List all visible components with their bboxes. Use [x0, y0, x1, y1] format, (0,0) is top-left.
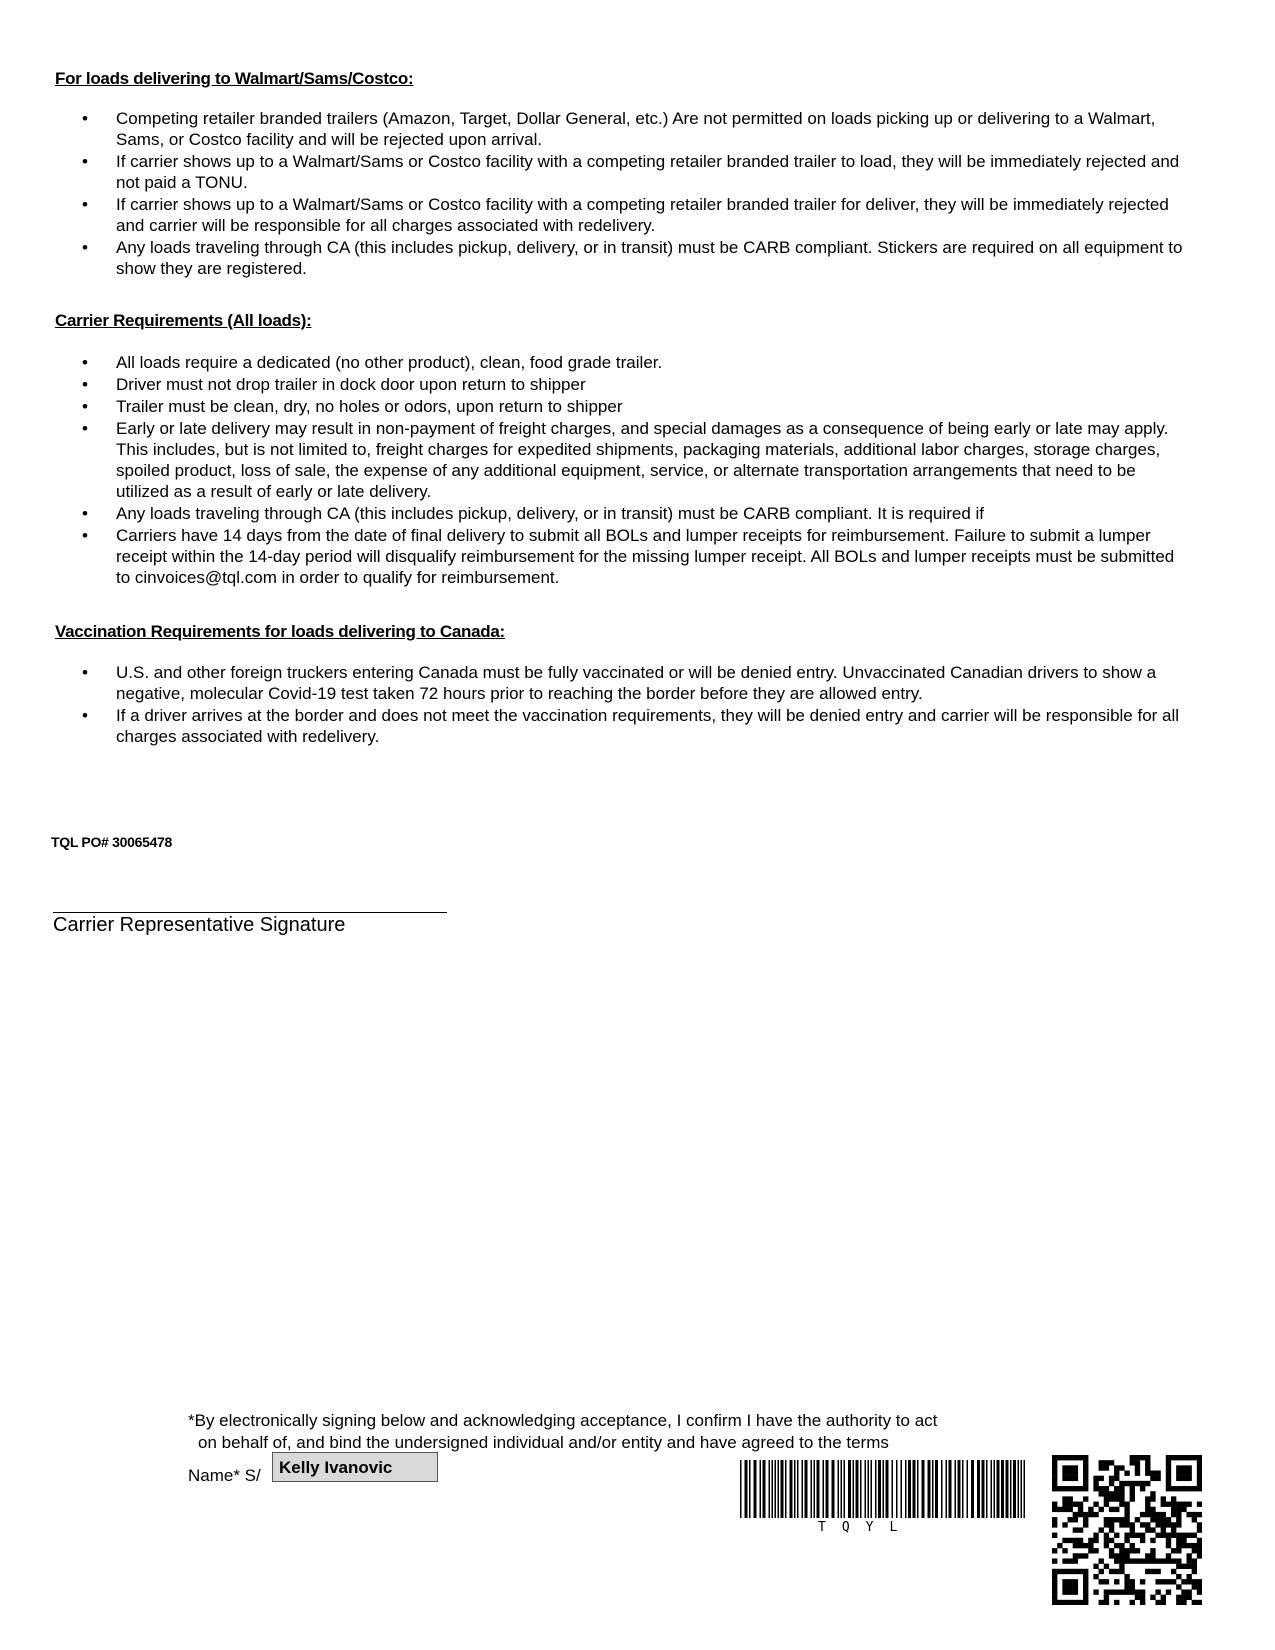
list-item: • U.S. and other foreign truckers entering Canada must be fully vaccinated or will be denied entry. Unvaccinated Canadian drivers to show a negative, molecular Covid-19 test taken 72 hours prior to reaching the border before they are allowed entry. — [82, 662, 1192, 704]
qr-code-image — [1052, 1455, 1202, 1605]
qr-code — [1052, 1455, 1202, 1610]
list-item: • Carriers have 14 days from the date of final delivery to submit all BOLs and lumper receipts for reimbursement. Failure to submit a lumper receipt within the 14-day period will disqualify reimbursement for the missing lumper receipt. All BOLs and lumper receipts must be submitted to cinvoices@tql.com in order to qualify for reimbursement. — [82, 525, 1192, 588]
list-item: • All loads require a dedicated (no other product), clean, food grade trailer. — [82, 352, 1192, 373]
section-heading-carrier: Carrier Requirements (All loads): — [55, 311, 312, 330]
signature-caption: Carrier Representative Signature — [53, 914, 346, 936]
esign-line-2: on behalf of, and bind the undersigned individual and/or entity and have agreed to the terms — [198, 1433, 889, 1452]
vaccination-requirements-list — [82, 662, 1192, 748]
section-heading-walmart: For loads delivering to Walmart/Sams/Costco: — [55, 69, 414, 88]
esign-line-1: *By electronically signing below and acknowledging acceptance, I confirm I have the authority to act — [188, 1411, 938, 1430]
signature-line — [53, 912, 447, 913]
barcode-text: TQYL — [818, 1520, 914, 1535]
barcode-image — [740, 1460, 1030, 1518]
list-item: • Driver must not drop trailer in dock door upon return to shipper — [82, 374, 1192, 395]
list-item: • Any loads traveling through CA (this includes pickup, delivery, or in transit) must be CARB compliant. Stickers are required on all equipment to show they are registered. — [82, 237, 1192, 279]
list-item: • If carrier shows up to a Walmart/Sams or Costco facility with a competing retailer branded trailer for deliver, they will be immediately rejected and carrier will be responsible for all charges associated with redelivery. — [82, 194, 1192, 236]
list-item: • Competing retailer branded trailers (Amazon, Target, Dollar General, etc.) Are not permitted on loads picking up or delivering to a Walmart, Sams, or Costco facility and will be rejected upon arrival. — [82, 108, 1192, 150]
walmart-requirements-list — [82, 108, 1192, 280]
name-label: Name* S/ — [188, 1466, 261, 1485]
carrier-requirements-list — [82, 352, 1192, 589]
list-item: • Any loads traveling through CA (this includes pickup, delivery, or in transit) must be CARB compliant. It is required if — [82, 503, 1192, 524]
list-item: • Trailer must be clean, dry, no holes or odors, upon return to shipper — [82, 396, 1192, 417]
esign-disclaimer — [188, 1410, 1048, 1454]
list-item: • Early or late delivery may result in non-payment of freight charges, and special damages as a consequence of being early or late may apply. This includes, but is not limited to, freight charges for expedited shipments, packaging materials, additional labor charges, storage charges, spoiled product, loss of sale, the expense of any additional equipment, service, or alternate transportation arrangements that need to be utilized as a result of early or late delivery. — [82, 418, 1192, 502]
list-item: • If a driver arrives at the border and does not meet the vaccination requirements, they will be denied entry and carrier will be responsible for all charges associated with redelivery. — [82, 705, 1192, 747]
barcode — [740, 1460, 1030, 1523]
name-field[interactable]: Kelly Ivanovic — [272, 1452, 438, 1482]
section-heading-vaccination: Vaccination Requirements for loads delivering to Canada: — [55, 622, 505, 641]
list-item: • If carrier shows up to a Walmart/Sams or Costco facility with a competing retailer branded trailer to load, they will be immediately rejected and not paid a TONU. — [82, 151, 1192, 193]
po-number: TQL PO# 30065478 — [51, 834, 173, 850]
